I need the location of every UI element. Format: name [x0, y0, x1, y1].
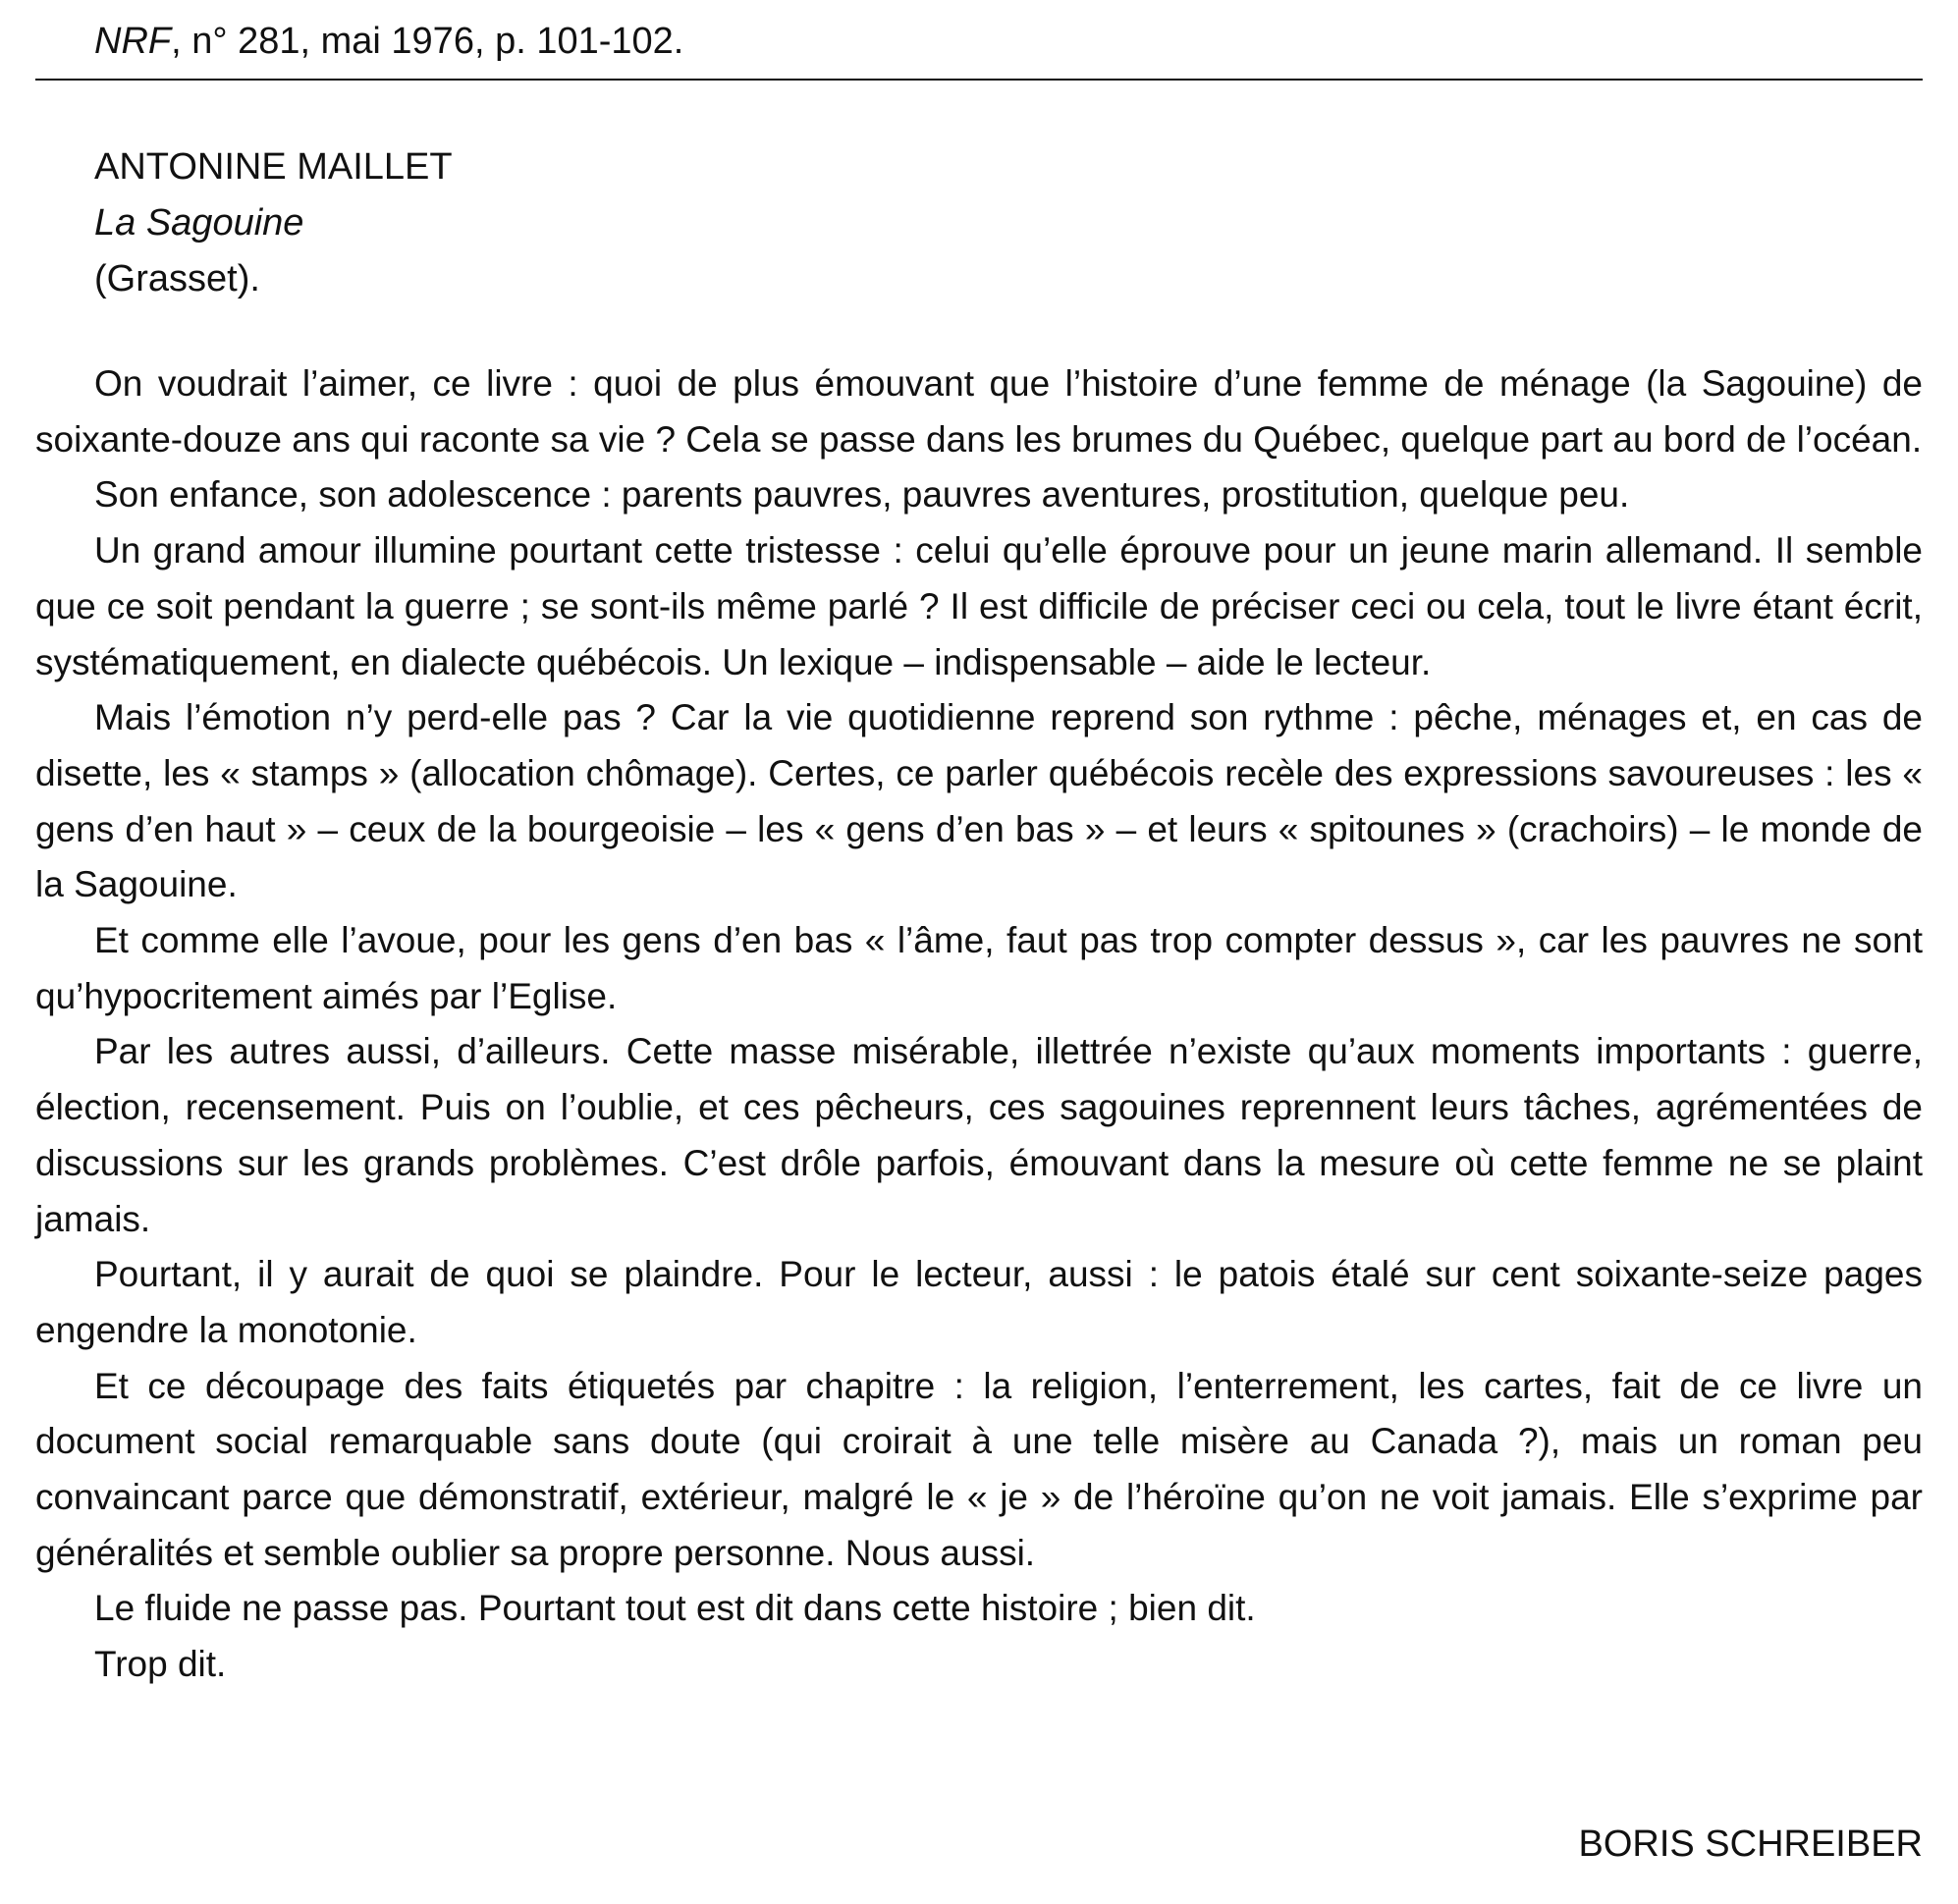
- header-rule: [35, 79, 1923, 81]
- review-body: [35, 356, 1923, 1693]
- journal-name: NRF: [94, 21, 172, 62]
- review-page: [35, 0, 1923, 1904]
- paragraph: Trop dit.: [94, 1644, 227, 1685]
- book-author: ANTONINE MAILLET: [94, 146, 453, 188]
- book-title: La Sagouine: [94, 202, 304, 244]
- paragraph: On voudrait l’aimer, ce livre : quoi de plus émouvant que l’histoire d’une femme de ménage (la Sagouine) de soixante-douze ans qui raconte sa vie ? Cela se passe dans les brumes du Québec, quelque part au bord de l’océan.: [35, 363, 1923, 460]
- author-signature: BORIS SCHREIBER: [1578, 1823, 1923, 1865]
- paragraph: Et comme elle l’avoue, pour les gens d’en bas « l’âme, faut pas trop compter dessus », car les pauvres ne sont qu’hypocritement aimés par l’Eglise.: [35, 920, 1923, 1016]
- citation-header: [94, 18, 683, 65]
- paragraph: Et ce découpage des faits étiquetés par chapitre : la religion, l’enterrement, les cartes, fait de ce livre un document social remarquable sans doute (qui croirait à une telle misère au Canada ?), mais un roman peu convaincant parce que démonstratif, extérieur, malgré le « je » de l’héroïne qu’on ne voit jamais. Elle s’exprime par généralités et semble oublier sa propre personne. Nous aussi.: [35, 1365, 1923, 1573]
- paragraph: Le fluide ne passe pas. Pourtant tout est dit dans cette histoire ; bien dit.: [94, 1588, 1256, 1629]
- paragraph: Pourtant, il y aurait de quoi se plaindre. Pour le lecteur, aussi : le patois étalé sur cent soixante-seize pages engendre la monotonie.: [35, 1254, 1923, 1350]
- paragraph: Mais l’émotion n’y perd-elle pas ? Car la vie quotidienne reprend son rythme : pêche, ménages et, en cas de disette, les « stamps » (allocation chômage). Certes, ce parler québécois recèle des expressions savoureuses : les « gens d’en haut » – ceux de la bourgeoisie – les « gens d’en bas » – et leurs « spitounes » (crachoirs) – le monde de la Sagouine.: [35, 697, 1923, 905]
- book-reference: [94, 139, 453, 307]
- book-publisher: (Grasset).: [94, 258, 260, 299]
- citation-details: , n° 281, mai 1976, p. 101-102.: [171, 21, 684, 62]
- paragraph: Un grand amour illumine pourtant cette tristesse : celui qu’elle éprouve pour un jeune marin allemand. Il semble que ce soit pendant la guerre ; se sont-ils même parlé ? Il est difficile de préciser ceci ou cela, tout le livre étant écrit, systématiquement, en dialecte québécois. Un lexique – indispensable – aide le lecteur.: [35, 530, 1923, 682]
- paragraph: Son enfance, son adolescence : parents pauvres, pauvres aventures, prostitution, quelque peu.: [94, 474, 1630, 516]
- paragraph: Par les autres aussi, d’ailleurs. Cette masse misérable, illettrée n’existe qu’aux moments importants : guerre, élection, recensement. Puis on l’oublie, et ces pêcheurs, ces sagouines reprennent leurs tâches, agrémentées de discussions sur les grands problèmes. C’est drôle parfois, émouvant dans la mesure où cette femme ne se plaint jamais.: [35, 1031, 1923, 1239]
